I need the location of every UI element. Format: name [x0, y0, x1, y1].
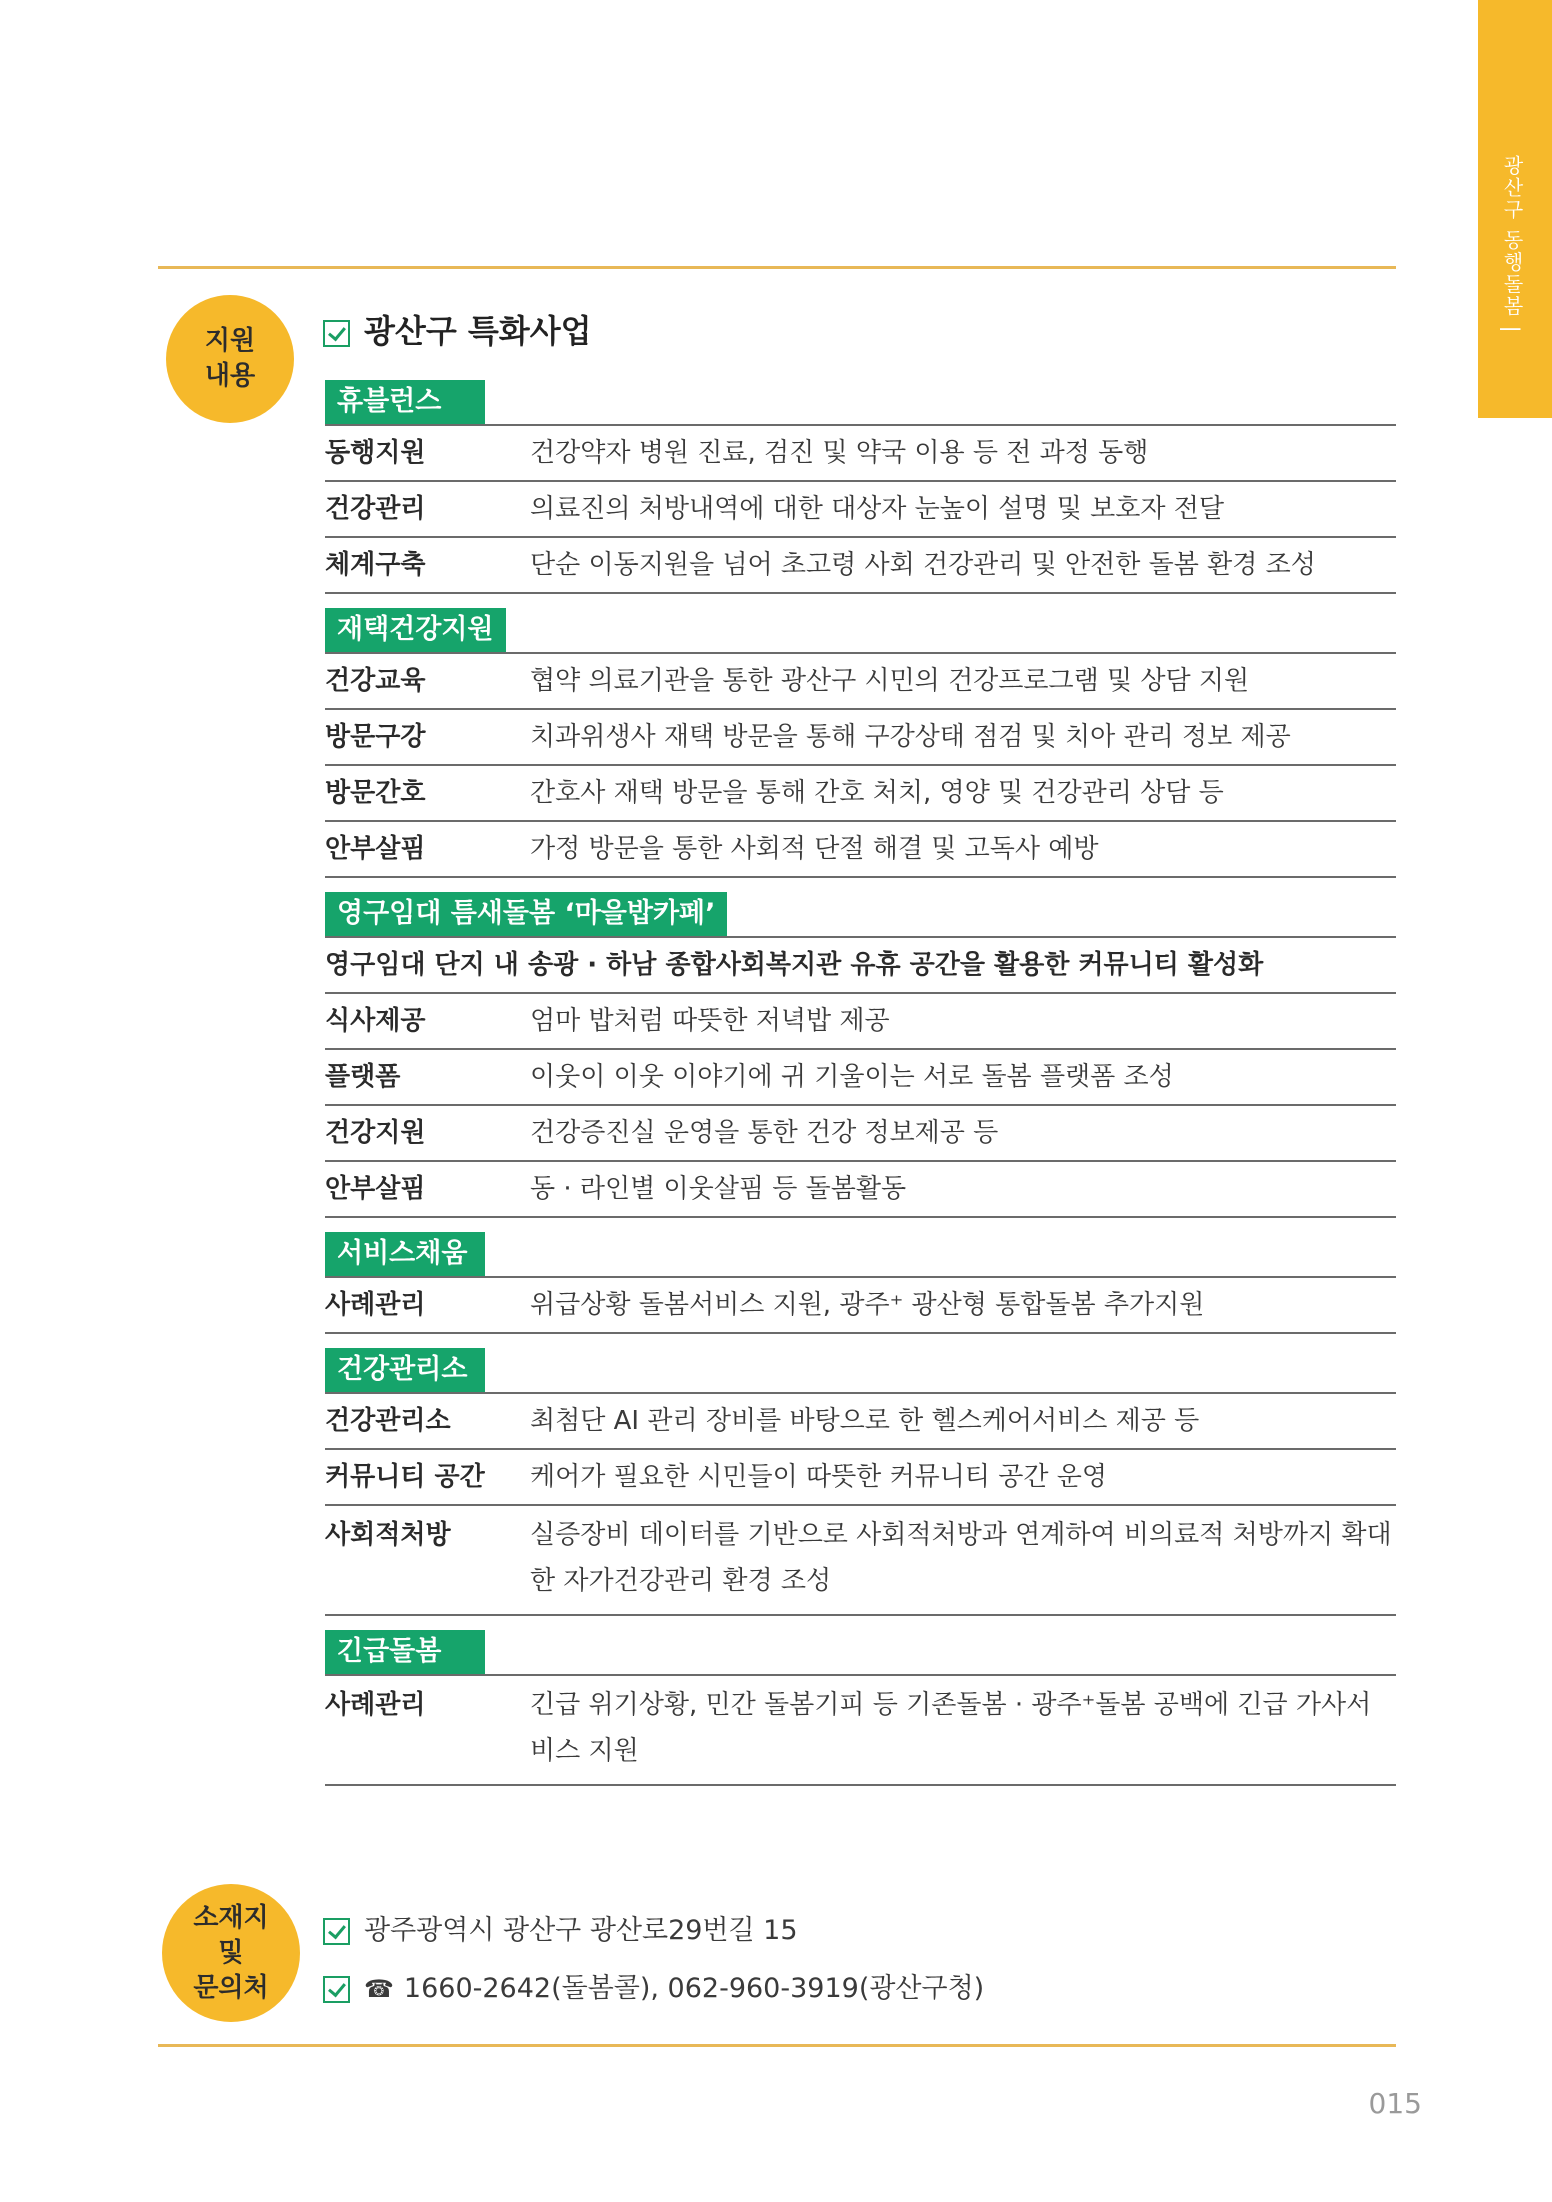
table-row	[325, 1394, 1396, 1450]
row-desc: 가정 방문을 통한 사회적 단절 해결 및 고독사 예방	[530, 834, 1099, 864]
row-desc: 이웃이 이웃 이야기에 귀 기울이는 서로 돌봄 플랫폼 조성	[530, 1062, 1174, 1092]
page-number: 015	[1368, 2087, 1422, 2120]
row-label: 방문간호	[325, 778, 426, 808]
table-row	[325, 1106, 1396, 1162]
category-table	[325, 936, 1396, 1218]
table-row	[325, 710, 1396, 766]
category-header: 긴급돌봄	[325, 1630, 485, 1674]
checkbox-icon	[323, 1918, 350, 1945]
phone-text: 1660-2642(돌봄콜), 062-960-3919(광산구청)	[403, 1973, 985, 2004]
row-label: 건강교육	[325, 666, 426, 696]
category-emergency-care	[325, 1630, 1396, 1786]
bottom-divider	[158, 2044, 1396, 2047]
row-label: 사례관리	[325, 1690, 426, 1720]
row-label: 안부살핌	[325, 834, 426, 864]
address-text: 광주광역시 광산구 광산로29번길 15	[364, 1915, 798, 1946]
row-label: 건강관리소	[325, 1406, 451, 1436]
row-label: 커뮤니티 공간	[325, 1462, 485, 1492]
category-table	[325, 1392, 1396, 1616]
table-row	[325, 426, 1396, 482]
row-desc: 영구임대 단지 내 송광 · 하남 종합사회복지관 유휴 공간을 활용한 커뮤니티 활성화	[325, 950, 1264, 980]
badge-text-line: 소재지	[193, 1902, 269, 1933]
row-label: 식사제공	[325, 1006, 426, 1036]
row-label: 건강관리	[325, 494, 426, 524]
category-health-center	[325, 1348, 1396, 1616]
row-desc: 동 · 라인별 이웃살핌 등 돌봄활동	[530, 1174, 907, 1204]
badge-text-line: 지원	[204, 326, 256, 356]
section-title	[323, 306, 592, 352]
row-desc: 엄마 밥처럼 따뜻한 저녁밥 제공	[530, 1006, 890, 1036]
support-content-badge	[166, 295, 294, 423]
table-row	[325, 654, 1396, 710]
category-header: 건강관리소	[325, 1348, 485, 1392]
category-header: 서비스채움	[325, 1232, 485, 1276]
row-label: 안부살핌	[325, 1174, 426, 1204]
category-home-health	[325, 608, 1396, 878]
row-label: 체계구축	[325, 550, 426, 580]
category-header: 재택건강지원	[325, 608, 506, 652]
row-desc: 단순 이동지원을 넘어 초고령 사회 건강관리 및 안전한 돌봄 환경 조성	[530, 550, 1316, 580]
table-row	[325, 822, 1396, 878]
row-desc: 최첨단 AI 관리 장비를 바탕으로 한 헬스케어서비스 제공 등	[530, 1406, 1200, 1436]
row-label: 사례관리	[325, 1290, 426, 1320]
table-row	[325, 1278, 1396, 1334]
row-desc: 협약 의료기관을 통한 광산구 시민의 건강프로그램 및 상담 지원	[530, 666, 1250, 696]
row-desc: 케어가 필요한 시민들이 따뜻한 커뮤니티 공간 운영	[530, 1462, 1108, 1492]
table-row	[325, 538, 1396, 594]
row-desc: 건강약자 병원 진료, 검진 및 약국 이용 등 전 과정 동행	[530, 438, 1149, 468]
category-service-fill	[325, 1232, 1396, 1334]
top-divider	[158, 266, 1396, 269]
row-desc: 치과위생사 재택 방문을 통해 구강상태 점검 및 치아 관리 정보 제공	[530, 722, 1291, 752]
row-desc: 의료진의 처방내역에 대한 대상자 눈높이 설명 및 보호자 전달	[530, 494, 1225, 524]
phone-icon: ☎	[364, 1975, 394, 2003]
category-table	[325, 424, 1396, 594]
row-label: 동행지원	[325, 438, 426, 468]
row-label: 건강지원	[325, 1118, 426, 1148]
section-title-text: 광산구 특화사업	[364, 312, 592, 350]
row-desc: 실증장비 데이터를 기반으로 사회적처방과 연계하여 비의료적 처방까지 확대한 자가건강관리 환경 조성	[530, 1520, 1392, 1596]
row-desc: 긴급 위기상황, 민간 돌봄기피 등 기존돌봄 · 광주⁺돌봄 공백에 긴급 가사서비스 지원	[530, 1690, 1372, 1766]
table-row	[325, 1162, 1396, 1218]
category-village-cafe	[325, 892, 1396, 1218]
row-desc: 건강증진실 운영을 통한 건강 정보제공 등	[530, 1118, 999, 1148]
program-list	[325, 380, 1396, 1800]
checkbox-icon	[323, 1976, 350, 2003]
table-row	[325, 766, 1396, 822]
chapter-label: 광산구 동행돌봄 |	[1500, 155, 1524, 335]
category-header: 휴블런스	[325, 380, 485, 424]
row-label: 방문구강	[325, 722, 426, 752]
category-table	[325, 652, 1396, 878]
chapter-side-tab	[1478, 0, 1552, 418]
address-line	[323, 1902, 984, 1960]
category-table	[325, 1276, 1396, 1334]
badge-text-line: 및	[218, 1937, 244, 1968]
row-desc: 위급상황 돌봄서비스 지원, 광주⁺ 광산형 통합돌봄 추가지원	[530, 1290, 1205, 1320]
row-label: 사회적처방	[325, 1520, 451, 1550]
table-row	[325, 994, 1396, 1050]
category-table	[325, 1674, 1396, 1786]
contact-badge	[162, 1884, 300, 2022]
category-header: 영구임대 틈새돌봄 ‘마을밥카페’	[325, 892, 727, 936]
table-row	[325, 1050, 1396, 1106]
row-desc: 간호사 재택 방문을 통해 간호 처치, 영양 및 건강관리 상담 등	[530, 778, 1224, 808]
table-row	[325, 1506, 1396, 1616]
badge-text-line: 내용	[204, 361, 256, 391]
contact-info	[323, 1902, 984, 2018]
checkbox-icon	[323, 320, 350, 347]
table-row-full	[325, 938, 1396, 994]
row-label: 플랫폼	[325, 1062, 401, 1092]
table-row	[325, 1676, 1396, 1786]
category-hublance	[325, 380, 1396, 594]
table-row	[325, 482, 1396, 538]
phone-line	[323, 1960, 984, 2018]
table-row	[325, 1450, 1396, 1506]
badge-text-line: 문의처	[193, 1972, 269, 2003]
